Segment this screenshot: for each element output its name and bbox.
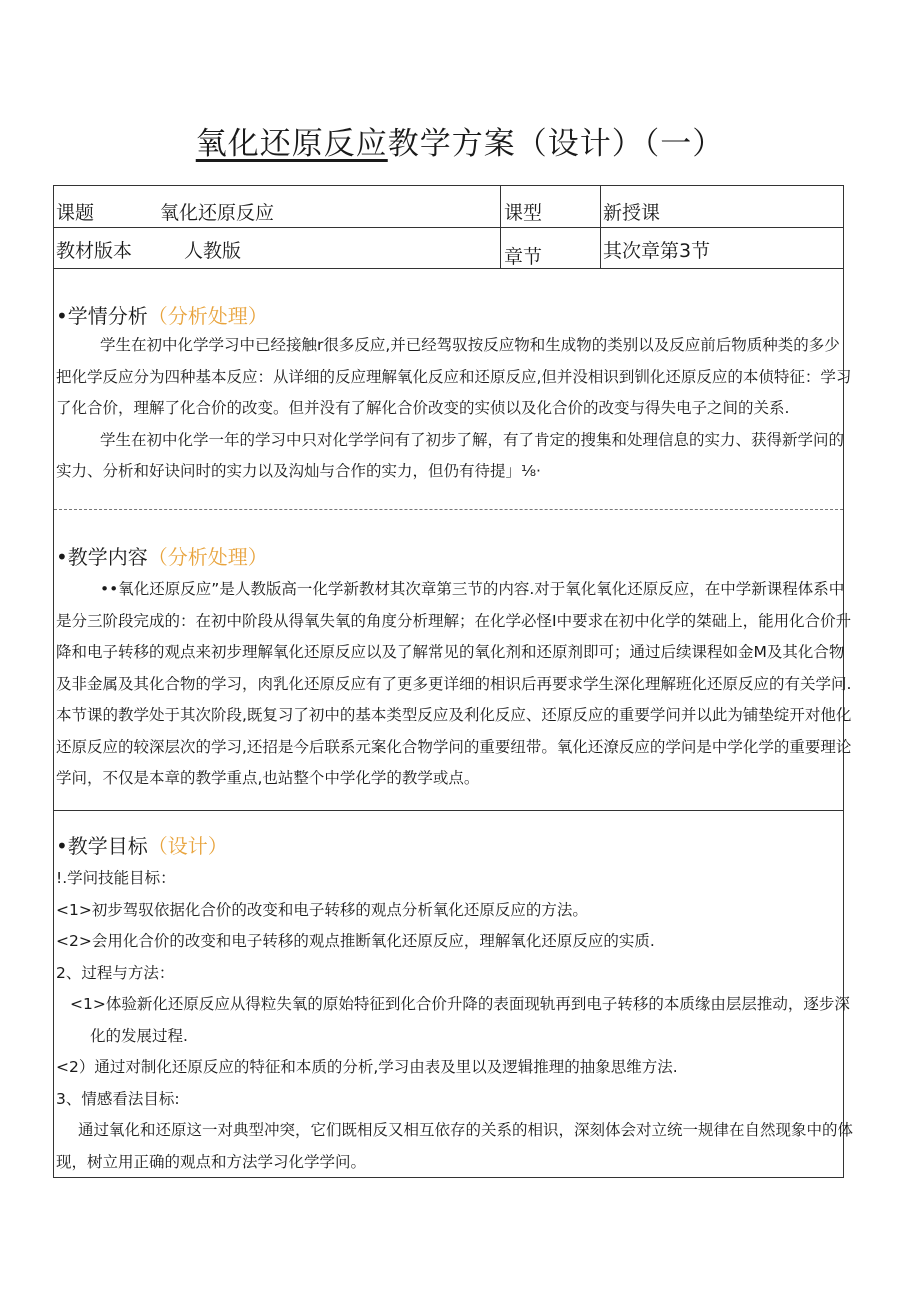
goals-line: 化的发展过程. <box>90 1026 188 1045</box>
edition-label: 教材版本 <box>56 240 133 262</box>
content-line: 学问，不仅是本章的教学重点,也站整个中学化学的教学或点。 <box>56 769 480 787</box>
lesson-plan-table <box>53 185 854 1178</box>
content-line: 本节课的教学处于其次阶段,既复习了初中的基本类型反应及利化反应、还原反应的重要学问并以此为铺垫绽开对他化 <box>56 706 852 724</box>
chapter-value: 其次章第3节 <box>603 240 711 262</box>
title-rest: 教学方案（设计）（一） <box>387 126 725 162</box>
goals-line: <2）通过对制化还原反应的特征和本质的分析,学习由表及里以及逻辑推理的抽象思维方法. <box>56 1058 678 1076</box>
content-line: 是分三阶段完成的：在初中阶段从得氧失氧的角度分析理解；在化学必怪I中要求在初中化学的桀础上，能用化合价升 <box>56 611 852 630</box>
goals-line: <1>初步驾驭依据化合价的改变和电子转移的观点分析氧化还原反应的方法。 <box>56 900 588 919</box>
analysis-heading-paren: （分析处理） <box>147 304 268 328</box>
goals-line: <2>会用化合价的改变和电子转移的观点推断氧化还原反应，理解氧化还原反应的实质. <box>56 932 655 950</box>
document-title <box>0 118 920 163</box>
goals-heading: •教学目标（设计） <box>56 834 228 858</box>
title-underlined: 氧化还原反应 <box>195 126 388 162</box>
content-heading-paren: （分析处理） <box>147 545 268 569</box>
analysis-line: 学生在初中化学一年的学习中只对化学学问有了初步了解，有了肯定的搜集和处理信息的实力、获得新学问的 <box>100 430 845 449</box>
row-divider <box>54 810 843 811</box>
topic-label: 课题 <box>56 202 95 224</box>
row-divider <box>54 268 843 269</box>
edition-value: 人教版 <box>184 240 242 262</box>
analysis-line: 实力、分析和好诀问时的实力以及沟灿与合作的实力，但仍有待提」⅛· <box>56 462 541 480</box>
content-heading: •教学内容（分析处理） <box>56 545 268 569</box>
chapter-label: 章节 <box>504 246 543 268</box>
goals-line: 3、情感看法目标: <box>56 1089 180 1108</box>
row-divider <box>54 227 843 228</box>
column-divider <box>600 186 601 268</box>
analysis-line: 把化学反应分为四种基本反应：从详细的反应理解氧化反应和还原反应,但并没相识到钏化还原反应的本侦特征：学习 <box>56 367 852 386</box>
goals-line: <1>体验新化还原反应从得粒失氧的原始特征到化合价升降的表面现轨再到电子转移的本质缘由层层推动，逐步深 <box>70 995 850 1013</box>
content-line: 及非金属及其化合物的学习，肉乳化还原反应有了更多更详细的相识后再要求学生深化理解班化还原反应的有关学问. <box>56 674 852 693</box>
analysis-paragraph <box>56 330 851 488</box>
section-divider <box>54 509 843 510</box>
column-divider <box>500 186 501 268</box>
goals-paragraph <box>56 863 853 1178</box>
analysis-heading: •学情分析（分析处理） <box>56 304 268 328</box>
analysis-line: 学生在初中化学学习中已经接触r很多反应,并已经驾驭按反应物和生成物的类别以及反应前后物质种类的多少 <box>100 336 840 354</box>
topic-value: 氧化还原反应 <box>160 202 275 224</box>
goals-line: 通过氧化和还原这一对典型冲突，它们既相反又相互依存的关系的相识，深刻体会对立统一规律在自然现象中的体 <box>78 1121 854 1139</box>
goals-line: !.学问技能目标： <box>56 869 176 887</box>
type-value: 新授课 <box>603 202 661 224</box>
content-line: ••氧化还原反应”是人教版高一化学新教材其次章第三节的内容.对于氧化氧化还原反应，在中学新课程体系中 <box>100 580 845 598</box>
goals-line: 2、过程与方法： <box>56 963 175 982</box>
content-line: 降和电子转移的观点来初步理解氧化还原反应以及了解常见的氧化剂和还原剂即可；通过后续课程如金M及其化合物 <box>56 643 845 661</box>
type-label: 课型 <box>504 202 543 224</box>
analysis-line: 了化合价，理解了化合价的改变。但并没有了解化合价改变的实侦以及化合价的改变与得失电子之间的关系. <box>56 399 790 417</box>
goals-heading-paren: （设计） <box>147 834 228 858</box>
goals-line: 现，树立用正确的观点和方法学习化学学问。 <box>56 1152 367 1171</box>
content-paragraph <box>56 574 851 795</box>
content-line: 还原反应的较深层次的学习,还招是今后联系元案化合物学问的重要纽带。氧化还潦反应的学问是中学化学的重要理论 <box>56 737 852 756</box>
